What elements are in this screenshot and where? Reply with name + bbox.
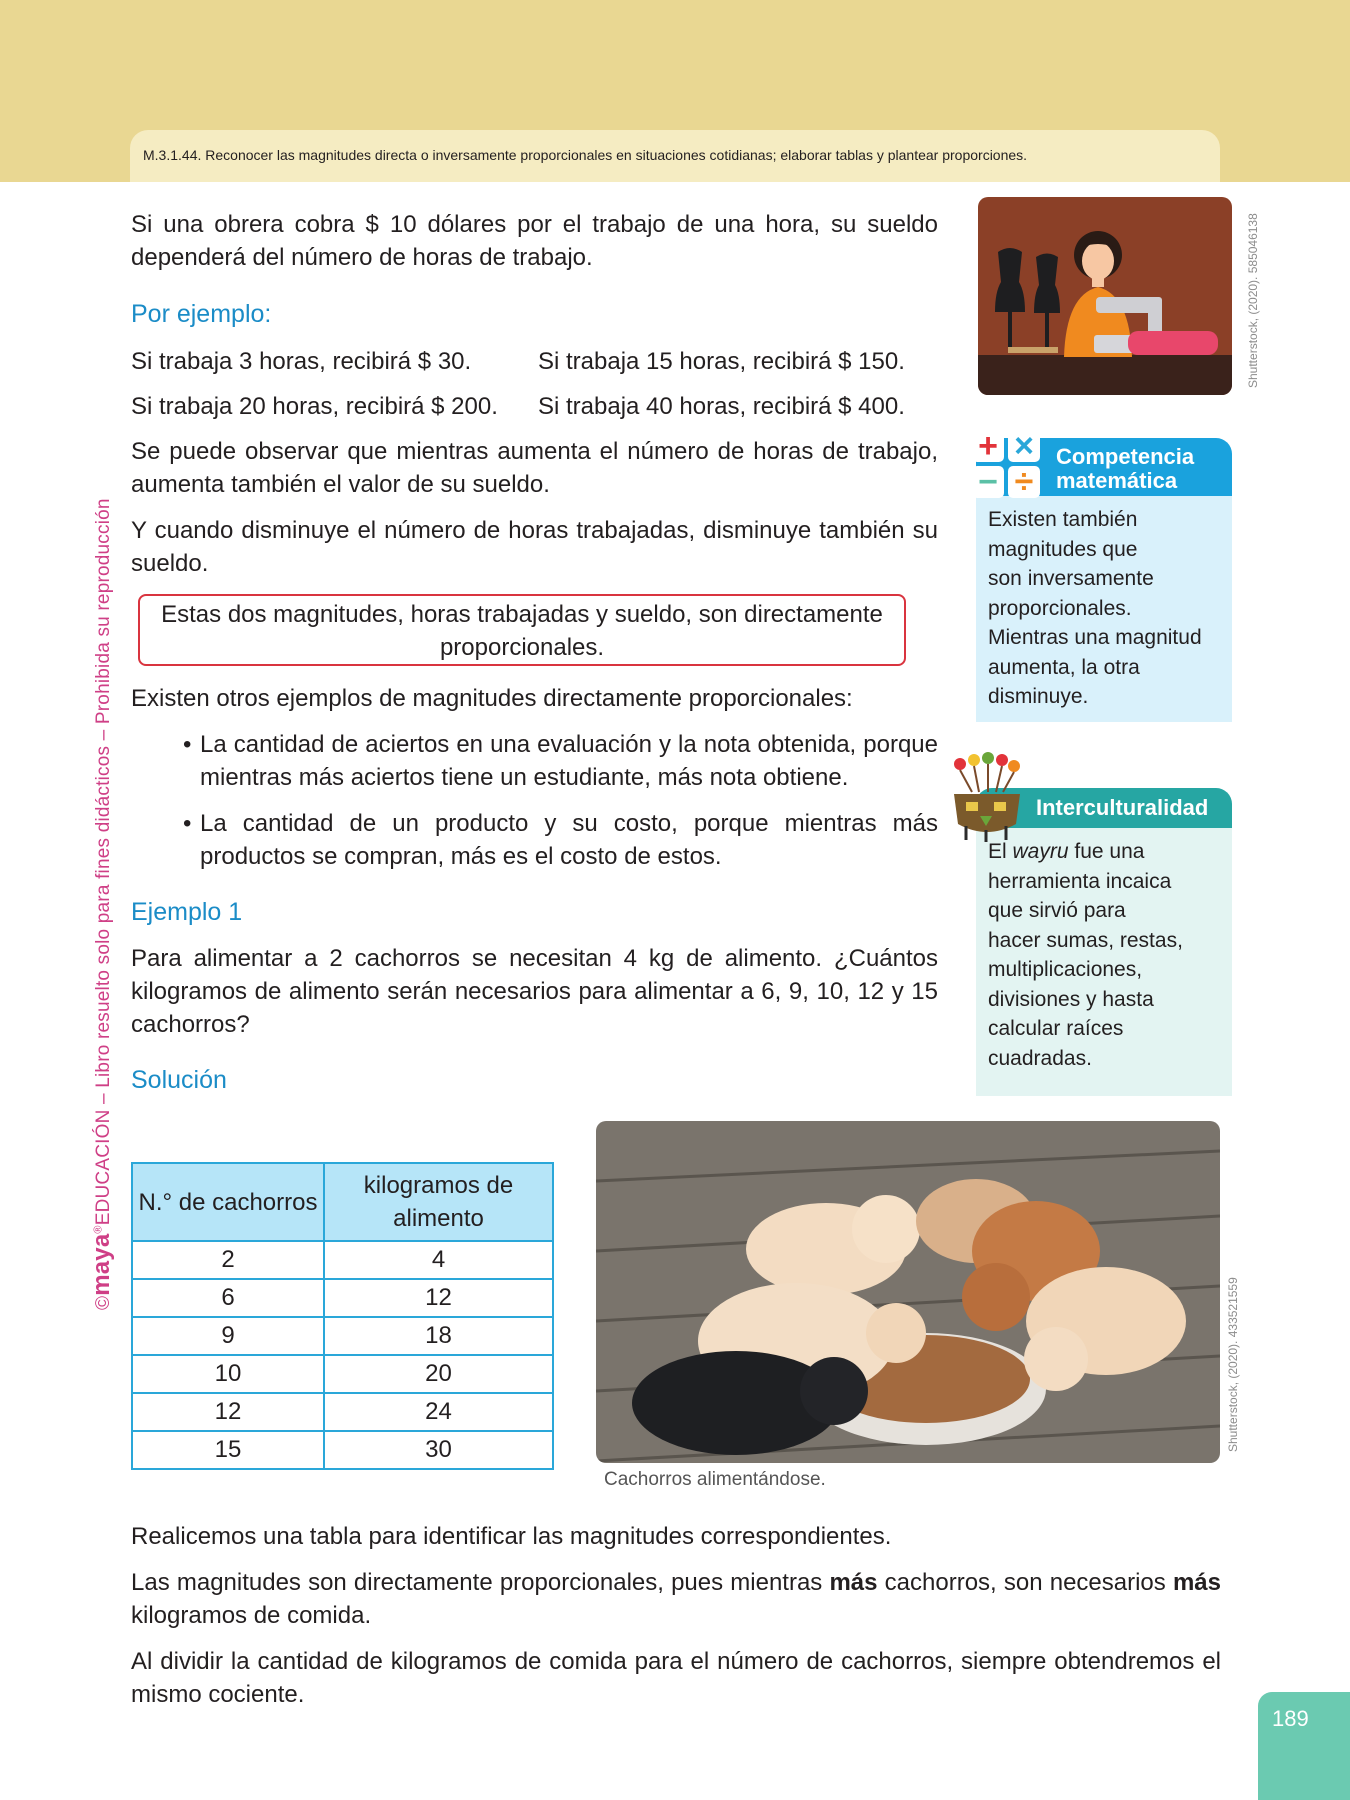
bullet-item-2	[185, 807, 938, 873]
table-row	[132, 1431, 553, 1469]
interculturalidad-line: divisiones y hasta	[988, 987, 1154, 1011]
closing-text: cachorros, son necesarios	[877, 1569, 1173, 1596]
puppies-photo-credit: Shutterstock, (2020). 433521559	[1226, 1277, 1240, 1452]
closing-paragraph-2	[131, 1566, 1221, 1632]
competencia-line: Mientras una magnitud	[988, 626, 1202, 649]
curriculum-standard: M.3.1.44. Reconocer las magnitudes directa o inversamente proporcionales en situaciones cotidianas; elaborar tablas y plantear proporciones.	[130, 130, 1220, 182]
times-icon: ×	[1008, 430, 1040, 462]
puppies-photo-svg	[596, 1121, 1220, 1463]
por-ejemplo-heading: Por ejemplo:	[131, 300, 272, 328]
plus-icon: +	[972, 430, 1004, 462]
puppies-caption: Cachorros alimentándose.	[604, 1469, 826, 1490]
table-cell: 6	[132, 1279, 324, 1317]
closing-text: kilogramos de comida.	[131, 1602, 372, 1629]
interculturalidad-line: multiplicaciones,	[988, 958, 1143, 981]
intercultural-text-start: El	[988, 840, 1013, 863]
table-row	[132, 1279, 553, 1317]
closing-bold: más	[1172, 1569, 1221, 1596]
table-cell: 4	[324, 1241, 553, 1279]
intro-paragraph: Si una obrera cobra $ 10 dólares por el trabajo de una hora, su sueldo dependerá del número de horas de trabajo.	[131, 211, 938, 271]
table-header-cell: kilogramos de alimento	[324, 1163, 553, 1241]
decrease-paragraph: Y cuando disminuye el número de horas trabajadas, disminuye también su sueldo.	[131, 517, 938, 577]
table-cell: 18	[324, 1317, 553, 1355]
worker-photo-credit: Shutterstock, (2020). 585046138	[1246, 213, 1260, 388]
table-cell: 12	[324, 1279, 553, 1317]
bullet-dot: •	[183, 731, 192, 758]
seamstress-illustration-svg	[978, 197, 1232, 395]
minus-icon: −	[972, 466, 1004, 498]
puppies-photo	[596, 1121, 1220, 1463]
bullet-text-1: La cantidad de aciertos en una evaluación y la nota obtenida, porque mientras más aciertos tiene un estudiante, más nota obtiene.	[200, 731, 938, 791]
table-header-row	[132, 1163, 553, 1241]
closing-paragraph-1: Realicemos una tabla para identificar las magnitudes correspondientes.	[131, 1523, 892, 1550]
highlight-box: Estas dos magnitudes, horas trabajadas y sueldo, son directamente proporcionales.	[138, 594, 906, 666]
table-cell: 24	[324, 1393, 553, 1431]
competencia-line: son inversamente	[988, 567, 1154, 590]
competencia-line: magnitudes que	[988, 537, 1138, 561]
competencia-line: Existen también	[988, 508, 1138, 531]
table-cell: 20	[324, 1355, 553, 1393]
wayru-mask-icon	[946, 752, 1026, 844]
competencia-body	[976, 496, 1232, 722]
puppies-food-table	[131, 1162, 554, 1470]
others-intro: Existen otros ejemplos de magnitudes directamente proporcionales:	[131, 685, 853, 712]
table-cell: 15	[132, 1431, 324, 1469]
intercultural-text-italic: wayru	[1012, 840, 1069, 863]
closing-text: Las magnitudes son directamente proporcionales, pues mientras	[131, 1569, 830, 1596]
copyright-symbol: ©	[93, 1295, 114, 1310]
competencia-line: disminuye.	[988, 685, 1089, 708]
interculturalidad-body	[976, 828, 1232, 1096]
closing-bold: más	[829, 1569, 878, 1596]
table-row	[132, 1317, 553, 1355]
registered-symbol: ®	[92, 1225, 105, 1234]
ejemplo-heading: Ejemplo 1	[131, 898, 243, 926]
interculturalidad-line: hacer sumas, restas,	[988, 928, 1183, 952]
example-line-4: Si trabaja 40 horas, recibirá $ 400.	[538, 393, 905, 420]
divide-icon: ÷	[1008, 466, 1040, 498]
solucion-heading: Solución	[131, 1066, 227, 1094]
interculturalidad-title: Interculturalidad	[1036, 795, 1209, 820]
side-note-text: EDUCACIÓN – Libro resuelto solo para fines didácticos – Prohibida su reproducción	[93, 498, 114, 1226]
intercultural-text-rest: fue una	[1068, 840, 1145, 863]
table-row	[132, 1393, 553, 1431]
table-cell: 12	[132, 1393, 324, 1431]
example-line-2: Si trabaja 15 horas, recibirá $ 150.	[538, 348, 905, 375]
math-operations-icon	[968, 426, 1044, 504]
table-cell: 9	[132, 1317, 324, 1355]
interculturalidad-line: calcular raíces	[988, 1017, 1124, 1040]
table-row	[132, 1355, 553, 1393]
competencia-title-2: matemática	[1056, 468, 1178, 493]
interculturalidad-line: herramienta incaica	[988, 869, 1172, 893]
ejemplo-paragraph: Para alimentar a 2 cachorros se necesitan 4 kg de alimento. ¿Cuántos kilogramos de alimento serán necesarios para alimentar a 6, 9, 10, 12 y 15 cachorros?	[131, 945, 938, 1038]
table-cell: 2	[132, 1241, 324, 1279]
bullet-item-1	[185, 728, 938, 794]
brand-logo: maya	[88, 1233, 115, 1296]
wayru-mask-svg	[946, 752, 1026, 844]
competencia-line: proporcionales.	[988, 596, 1132, 620]
page-number: 189	[1258, 1692, 1350, 1800]
observe-paragraph: Se puede observar que mientras aumenta el número de horas de trabajo, aumenta también el valor de su sueldo.	[131, 438, 938, 498]
interculturalidad-line: que sirvió para	[988, 899, 1126, 922]
competencia-title-1: Competencia	[1056, 444, 1195, 469]
table-header-cell: N.° de cachorros	[132, 1163, 324, 1241]
table-row	[132, 1241, 553, 1279]
closing-paragraph-3: Al dividir la cantidad de kilogramos de comida para el número de cachorros, siempre obtendremos el mismo cociente.	[131, 1648, 1221, 1708]
table-cell: 10	[132, 1355, 324, 1393]
example-line-3: Si trabaja 20 horas, recibirá $ 200.	[131, 393, 498, 420]
example-line-1: Si trabaja 3 horas, recibirá $ 30.	[131, 348, 472, 375]
interculturalidad-line: cuadradas.	[988, 1046, 1092, 1070]
bullet-text-2: La cantidad de un producto y su costo, porque mientras más productos se compran, más es el costo de estos.	[200, 810, 938, 870]
bullet-dot: •	[183, 810, 192, 837]
table-cell: 30	[324, 1431, 553, 1469]
competencia-line: aumenta, la otra	[988, 655, 1140, 679]
seamstress-illustration	[978, 197, 1232, 395]
